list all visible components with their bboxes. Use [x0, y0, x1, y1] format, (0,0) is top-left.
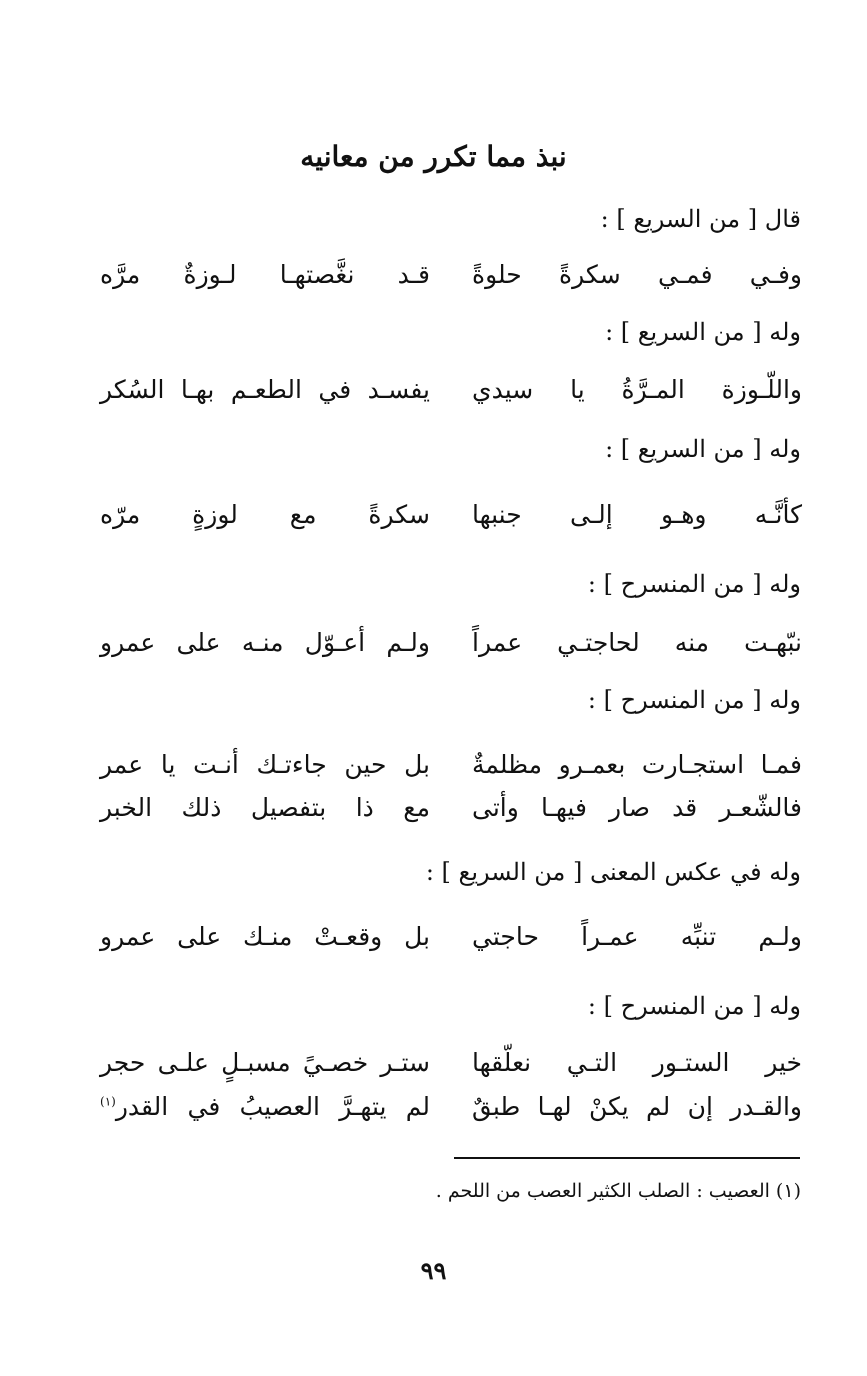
verse-line [100, 750, 802, 790]
first-hemistich: واللّـوزة المـرَّةُ يا سيدي [472, 375, 802, 404]
second-hemistich: يفسـد في الطعـم بهـا السُكر [100, 375, 430, 404]
first-hemistich: ولـم تنبِّه عمـراً حاجتي [472, 922, 802, 951]
second-hemistich: بل حين جاءتـك أنـت يا عمر [100, 750, 430, 779]
page-title: نبذ مما تكرر من معانيه [300, 140, 567, 173]
second-hemistich: قـد نغَّصتهـا لـوزةٌ مرَّه [100, 260, 430, 289]
section-intro: وله [ من السريع ] : [605, 318, 801, 346]
verse-line [100, 922, 802, 962]
second-hemistich: مع ذا بتفصيل ذلك الخبر [100, 793, 430, 822]
first-hemistich: فمـا استجـارت بعمـرو مظلمةٌ [472, 750, 802, 779]
footnote: (١) العصيب : الصلب الكثير العصب من اللحم . [435, 1180, 801, 1202]
verse-line [100, 500, 802, 540]
second-hemistich: سكرةً مع لوزةٍ مرّه [100, 500, 430, 529]
second-hemistich: ولـم أعـوّل منـه على عمرو [100, 628, 430, 657]
second-hemistich [100, 1092, 430, 1121]
hemistich-text: لم يتهـرَّ العصيبُ في القدر [115, 1092, 430, 1121]
verse-line [100, 260, 802, 300]
second-hemistich: ستـر خصـيً مسبـلٍ علـى حجر [100, 1048, 430, 1077]
page-number: ٩٩ [420, 1256, 447, 1285]
first-hemistich: وفـي فمـي سكرةً حلوةً [472, 260, 802, 289]
section-intro: وله [ من المنسرح ] : [587, 570, 801, 598]
verse-line [100, 628, 802, 668]
section-intro: وله [ من السريع ] : [605, 435, 801, 463]
section-intro: قال [ من السريع ] : [600, 205, 801, 233]
footnote-marker: (١) [100, 1094, 116, 1109]
first-hemistich: فالشّعـر قد صار فيهـا وأتى [472, 793, 802, 822]
first-hemistich: نبّهـت منه لحاجتـي عمراً [472, 628, 802, 657]
first-hemistich: كأنَّـه وهـو إلـى جنبها [472, 500, 802, 529]
verse-line [100, 1048, 802, 1088]
second-hemistich: بل وقعـتْ منـك على عمرو [100, 922, 430, 951]
verse-line [100, 1092, 802, 1132]
first-hemistich: والقـدر إن لم يكنْ لهـا طبقٌ [472, 1092, 802, 1121]
first-hemistich: خير الستـور التـي نعلّقها [472, 1048, 802, 1077]
section-intro: وله [ من المنسرح ] : [587, 992, 801, 1020]
footnote-rule [454, 1157, 800, 1159]
section-intro: وله [ من المنسرح ] : [587, 686, 801, 714]
verse-line [100, 793, 802, 833]
section-intro: وله في عكس المعنى [ من السريع ] : [425, 858, 801, 886]
verse-line [100, 375, 802, 415]
